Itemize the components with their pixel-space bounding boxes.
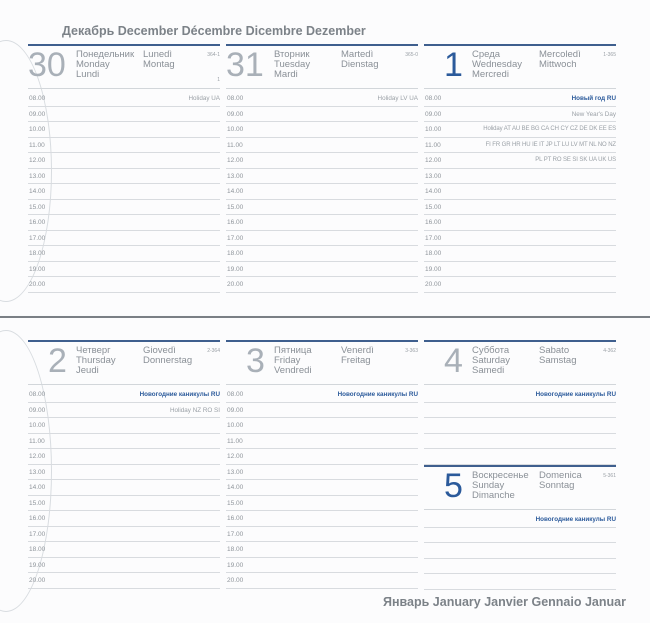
day-of-year-code: 2-364 xyxy=(207,348,220,354)
time-row[interactable] xyxy=(28,496,220,512)
time-label: 08.00 xyxy=(29,95,46,102)
note-rows xyxy=(424,512,616,590)
day-name-it: Domenica xyxy=(539,470,582,481)
time-row[interactable] xyxy=(424,107,616,123)
day-name-ru: Суббота xyxy=(472,345,510,356)
day-names-secondary xyxy=(341,50,379,70)
time-label: 16.00 xyxy=(29,515,46,522)
time-row[interactable] xyxy=(28,215,220,231)
time-label: 09.00 xyxy=(227,110,244,118)
day-names-primary xyxy=(76,346,116,376)
time-label: 20.00 xyxy=(227,577,244,584)
time-label: 15.00 xyxy=(425,203,442,211)
time-row[interactable] xyxy=(226,403,418,419)
day-names-secondary xyxy=(539,346,577,366)
time-row[interactable] xyxy=(226,153,418,169)
note-row[interactable] xyxy=(424,512,616,528)
time-label: 15.00 xyxy=(29,203,46,211)
time-row[interactable] xyxy=(424,246,616,262)
day-name-fr: Lundi xyxy=(76,69,100,80)
time-row[interactable] xyxy=(28,465,220,481)
time-row[interactable] xyxy=(226,387,418,403)
time-label: 09.00 xyxy=(425,110,442,118)
time-row[interactable] xyxy=(226,138,418,154)
time-label: 09.00 xyxy=(227,406,244,414)
time-row[interactable] xyxy=(424,184,616,200)
day-names-secondary xyxy=(539,50,581,70)
day-of-year-code: 365-0 xyxy=(405,52,418,58)
time-row[interactable] xyxy=(226,277,418,293)
day-names-primary xyxy=(472,50,522,80)
time-label: 13.00 xyxy=(227,172,244,180)
time-row[interactable] xyxy=(28,558,220,574)
time-label: 15.00 xyxy=(227,203,244,211)
note-row[interactable] xyxy=(424,418,616,434)
time-label: 15.00 xyxy=(227,499,244,507)
time-row[interactable] xyxy=(226,262,418,278)
month-title-december: Декабрь December Décembre Dicembre Dezember xyxy=(62,24,366,38)
time-label: 10.00 xyxy=(29,422,46,429)
day-name-de: Montag xyxy=(143,59,175,70)
time-row[interactable] xyxy=(28,262,220,278)
time-row[interactable] xyxy=(226,184,418,200)
day-of-year-code: 364-1 xyxy=(207,52,220,58)
time-row[interactable] xyxy=(28,449,220,465)
day-number: 2 xyxy=(48,342,67,380)
day-names-primary xyxy=(472,471,529,501)
day-name-ru: Воскресенье xyxy=(472,470,529,481)
time-label: 13.00 xyxy=(29,172,46,180)
time-row[interactable] xyxy=(226,434,418,450)
day-name-en: Wednesday xyxy=(472,59,522,70)
day-name-de: Freitag xyxy=(341,355,371,366)
day-name-it: Venerdì xyxy=(341,345,374,356)
day-of-year-code: 5-361 xyxy=(603,473,616,479)
time-row[interactable] xyxy=(28,403,220,419)
time-row[interactable] xyxy=(28,122,220,138)
day-name-de: Samstag xyxy=(539,355,577,366)
time-row[interactable] xyxy=(28,418,220,434)
holiday-note: Новогодние каникулы RU xyxy=(139,391,220,398)
time-row[interactable] xyxy=(226,480,418,496)
time-label: 11.00 xyxy=(425,141,441,149)
note-row[interactable] xyxy=(424,387,616,403)
time-label: 08.00 xyxy=(227,391,244,398)
day-header-rule xyxy=(226,88,418,89)
time-label: 19.00 xyxy=(29,561,46,569)
note-row[interactable] xyxy=(424,449,616,465)
day-block-5 xyxy=(424,465,616,590)
time-label: 19.00 xyxy=(29,265,46,273)
note-row[interactable] xyxy=(424,403,616,419)
time-label: 20.00 xyxy=(29,281,46,288)
time-label: 15.00 xyxy=(29,499,46,507)
time-label: 09.00 xyxy=(29,110,46,118)
time-row[interactable] xyxy=(424,138,616,154)
time-label: 14.00 xyxy=(29,188,46,195)
holiday-note: Holiday NZ RO SI xyxy=(169,406,220,414)
time-row[interactable] xyxy=(226,122,418,138)
time-row[interactable] xyxy=(424,200,616,216)
time-label: 13.00 xyxy=(227,468,244,476)
holiday-note: New Year's Day xyxy=(571,110,616,118)
note-row[interactable] xyxy=(424,574,616,590)
day-name-en: Thursday xyxy=(76,355,116,366)
day-names-primary xyxy=(472,346,510,376)
day-header-rule xyxy=(28,384,220,385)
time-row[interactable] xyxy=(28,480,220,496)
day-name-fr: Vendredi xyxy=(274,365,312,376)
time-label: 14.00 xyxy=(227,188,244,195)
time-label: 08.00 xyxy=(29,391,46,398)
time-row[interactable] xyxy=(28,387,220,403)
day-of-year-code: 1-365 xyxy=(603,52,616,58)
time-row[interactable] xyxy=(28,138,220,154)
day-name-fr: Mardi xyxy=(274,69,298,80)
day-number: 4 xyxy=(444,342,463,380)
holiday-note: Holiday AT AU BE BG CA CH CY CZ DE DK EE ES xyxy=(483,126,616,132)
day-header-rule xyxy=(424,88,616,89)
time-row[interactable] xyxy=(424,277,616,293)
time-label: 11.00 xyxy=(227,437,243,445)
time-row[interactable] xyxy=(226,107,418,123)
holiday-note: Новый год RU xyxy=(571,95,616,102)
time-rows xyxy=(226,387,418,589)
day-number: 31 xyxy=(226,46,264,84)
day-name-de: Mittwoch xyxy=(539,59,577,70)
holiday-note: Holiday UA xyxy=(188,95,220,102)
time-row[interactable] xyxy=(226,511,418,527)
time-label: 18.00 xyxy=(29,546,46,553)
holiday-note: Новогодние каникулы RU xyxy=(337,391,418,398)
day-names-secondary xyxy=(341,346,374,366)
note-row[interactable] xyxy=(424,434,616,450)
day-header-rule xyxy=(424,509,616,510)
day-name-it: Martedì xyxy=(341,49,374,60)
time-label: 20.00 xyxy=(29,577,46,584)
time-row[interactable] xyxy=(226,246,418,262)
time-label: 12.00 xyxy=(29,453,46,460)
time-label: 10.00 xyxy=(227,422,244,429)
time-row[interactable] xyxy=(28,246,220,262)
note-row[interactable] xyxy=(424,543,616,559)
time-label: 12.00 xyxy=(29,157,46,164)
time-row[interactable] xyxy=(28,542,220,558)
day-name-fr: Jeudi xyxy=(76,365,99,376)
time-row[interactable] xyxy=(28,511,220,527)
day-name-fr: Mercredi xyxy=(472,69,509,80)
day-name-it: Sabato xyxy=(539,345,570,356)
time-row[interactable] xyxy=(28,91,220,107)
time-label: 11.00 xyxy=(29,141,45,149)
time-row[interactable] xyxy=(28,231,220,247)
time-row[interactable] xyxy=(424,215,616,231)
time-label: 19.00 xyxy=(227,265,244,273)
day-name-en: Sunday xyxy=(472,480,505,491)
time-label: 18.00 xyxy=(29,250,46,257)
time-row[interactable] xyxy=(424,169,616,185)
time-row[interactable] xyxy=(226,215,418,231)
time-label: 12.00 xyxy=(227,453,244,460)
time-row[interactable] xyxy=(28,107,220,123)
day-name-it: Mercoledì xyxy=(539,49,581,60)
month-title-january: Январь January Janvier Gennaio Januar xyxy=(383,595,626,609)
time-row[interactable] xyxy=(28,184,220,200)
time-row[interactable] xyxy=(226,573,418,589)
day-name-de: Sonntag xyxy=(539,480,575,491)
day-names-primary xyxy=(274,50,310,80)
day-names-secondary xyxy=(143,346,192,366)
time-label: 10.00 xyxy=(29,126,46,133)
day-number: 3 xyxy=(246,342,265,380)
time-label: 09.00 xyxy=(29,406,46,414)
time-row[interactable] xyxy=(226,496,418,512)
time-label: 18.00 xyxy=(425,250,442,257)
time-label: 16.00 xyxy=(29,219,46,226)
note-rows xyxy=(424,387,616,465)
time-row[interactable] xyxy=(28,434,220,450)
time-label: 13.00 xyxy=(29,468,46,476)
time-rows xyxy=(424,91,616,293)
day-block-4 xyxy=(424,340,616,455)
day-of-year-code: 4-362 xyxy=(603,348,616,354)
day-name-ru: Вторник xyxy=(274,49,310,60)
holiday-note: PL PT RO SE SI SK UA UK US xyxy=(535,157,616,163)
time-label: 16.00 xyxy=(425,219,442,226)
holiday-note: Holiday LV UA xyxy=(377,95,418,102)
time-row[interactable] xyxy=(424,153,616,169)
time-label: 10.00 xyxy=(425,126,442,133)
time-row[interactable] xyxy=(226,91,418,107)
day-names-secondary xyxy=(143,50,175,70)
time-label: 12.00 xyxy=(425,157,442,164)
time-row[interactable] xyxy=(424,122,616,138)
day-number: 30 xyxy=(28,46,66,84)
day-header-rule xyxy=(226,384,418,385)
time-label: 17.00 xyxy=(29,234,46,242)
day-number: 1 xyxy=(444,46,463,84)
holiday-note: Новогодние каникулы RU xyxy=(535,516,616,523)
time-label: 12.00 xyxy=(227,157,244,164)
time-label: 17.00 xyxy=(29,530,46,538)
time-label: 19.00 xyxy=(425,265,442,273)
day-name-ru: Среда xyxy=(472,49,501,60)
day-name-de: Dienstag xyxy=(341,59,379,70)
time-label: 16.00 xyxy=(227,219,244,226)
day-name-ru: Пятница xyxy=(274,345,312,356)
page-divider xyxy=(0,316,650,318)
day-names-primary xyxy=(76,50,134,80)
note-row[interactable] xyxy=(424,559,616,575)
time-rows xyxy=(226,91,418,293)
time-row[interactable] xyxy=(28,169,220,185)
day-name-ru: Четверг xyxy=(76,345,111,356)
time-rows xyxy=(28,91,220,293)
day-of-year-code: 3-363 xyxy=(405,348,418,354)
time-label: 11.00 xyxy=(227,141,243,149)
time-row[interactable] xyxy=(226,418,418,434)
time-label: 20.00 xyxy=(425,281,442,288)
time-label: 19.00 xyxy=(227,561,244,569)
time-label: 14.00 xyxy=(425,188,442,195)
time-label: 18.00 xyxy=(227,546,244,553)
time-label: 14.00 xyxy=(29,484,46,491)
day-number: 5 xyxy=(444,467,463,505)
day-name-it: Lunedì xyxy=(143,49,173,60)
time-label: 17.00 xyxy=(227,530,244,538)
time-row[interactable] xyxy=(28,200,220,216)
time-row[interactable] xyxy=(424,231,616,247)
week-number: 1 xyxy=(217,77,220,83)
day-name-en: Tuesday xyxy=(274,59,311,70)
day-names-secondary xyxy=(539,471,582,491)
day-name-en: Monday xyxy=(76,59,110,70)
day-name-it: Giovedì xyxy=(143,345,176,356)
time-label: 11.00 xyxy=(29,437,45,445)
day-name-en: Friday xyxy=(274,355,301,366)
time-row[interactable] xyxy=(28,573,220,589)
time-label: 20.00 xyxy=(227,281,244,288)
time-row[interactable] xyxy=(28,527,220,543)
time-label: 16.00 xyxy=(227,515,244,522)
time-label: 13.00 xyxy=(425,172,442,180)
time-label: 17.00 xyxy=(227,234,244,242)
day-name-fr: Samedi xyxy=(472,365,505,376)
time-row[interactable] xyxy=(226,527,418,543)
time-row[interactable] xyxy=(226,558,418,574)
time-row[interactable] xyxy=(424,91,616,107)
time-label: 08.00 xyxy=(227,95,244,102)
holiday-note: FI FR GR HR HU IE IT JP LT LU LV MT NL NO NZ xyxy=(485,141,616,148)
time-row[interactable] xyxy=(226,169,418,185)
time-label: 18.00 xyxy=(227,250,244,257)
day-header-rule xyxy=(28,88,220,89)
time-row[interactable] xyxy=(424,262,616,278)
holiday-note: Новогодние каникулы RU xyxy=(535,391,616,398)
note-row[interactable] xyxy=(424,528,616,544)
time-row[interactable] xyxy=(226,200,418,216)
time-label: 10.00 xyxy=(227,126,244,133)
time-row[interactable] xyxy=(226,465,418,481)
time-label: 08.00 xyxy=(425,95,442,102)
time-row[interactable] xyxy=(28,277,220,293)
time-label: 17.00 xyxy=(425,234,442,242)
time-row[interactable] xyxy=(226,231,418,247)
day-name-fr: Dimanche xyxy=(472,490,515,501)
time-label: 14.00 xyxy=(227,484,244,491)
day-name-en: Saturday xyxy=(472,355,511,366)
time-rows xyxy=(28,387,220,589)
day-name-ru: Понедельник xyxy=(76,49,135,60)
time-row[interactable] xyxy=(226,542,418,558)
day-header-rule xyxy=(424,384,616,385)
day-names-primary xyxy=(274,346,312,376)
time-row[interactable] xyxy=(226,449,418,465)
time-row[interactable] xyxy=(28,153,220,169)
day-name-de: Donnerstag xyxy=(143,355,193,366)
